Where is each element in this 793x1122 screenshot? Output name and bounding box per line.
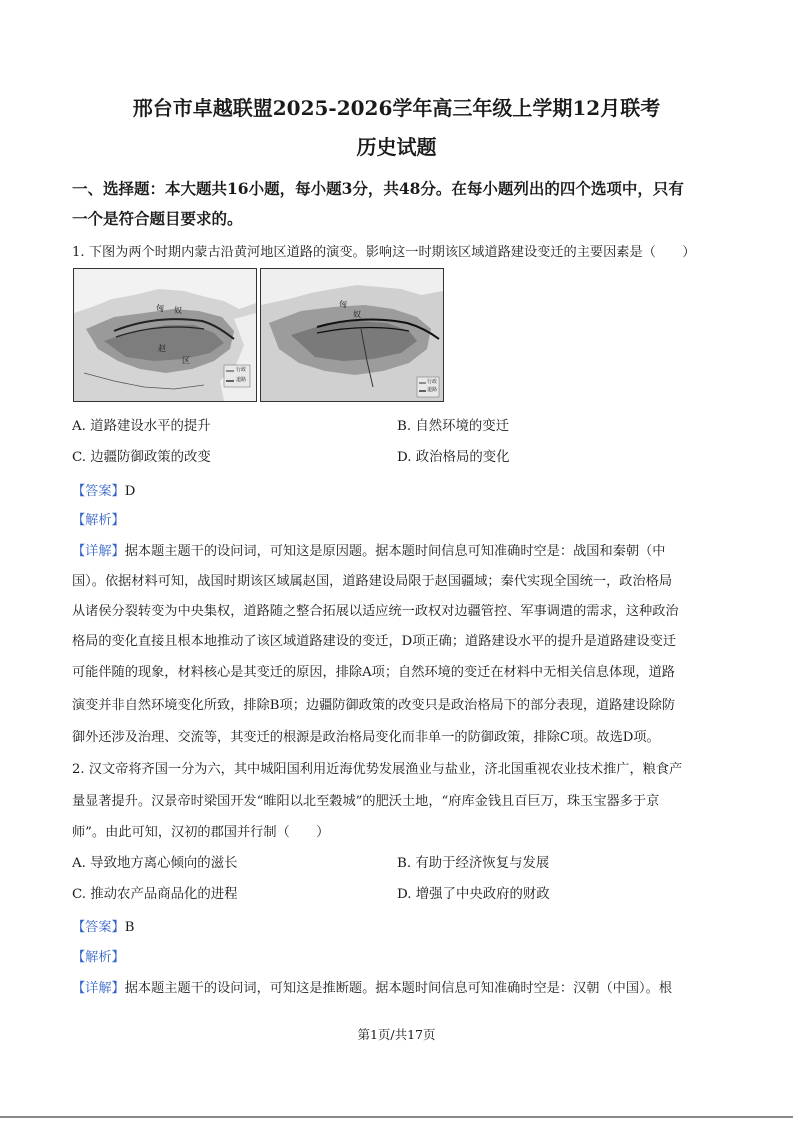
map-label: 奴 bbox=[174, 306, 182, 315]
q1-detail-line: 国）。依据材料可知，战国时期该区域属赵国，道路建设局限于赵国疆域；秦代实现全国统一，政治格局 bbox=[72, 574, 673, 589]
q2-stem-line: 2. 汉文帝将齐国一分为六，其中城阳国利用近海优势发展渔业与盐业，济北国重视农业技术推广，粮食产 bbox=[72, 762, 683, 777]
page-number: 第1页/共17页 bbox=[357, 1027, 436, 1042]
map-legend: 道路 bbox=[427, 387, 438, 393]
q1-detail-line: 可能伴随的现象，材料核心是其变迁的原因，排除A项；自然环境的变迁在材料中无相关信息体现，道路 bbox=[72, 665, 675, 680]
q1-detail-line: 格局的变化直接且根本地推动了该区域道路建设的变迁，D项正确；道路建设水平的提升是道路建设变迁 bbox=[72, 634, 677, 649]
map-label: 赵 bbox=[158, 344, 166, 353]
map-legend: 行政 bbox=[427, 379, 438, 385]
q2-stem-line: 师”。由此可知，汉初的郡国并行制（ ） bbox=[72, 825, 330, 840]
q1-detail-line: 演变并非自然环境变化所致，排除B项；边疆防御政策的改变只是政治格局下的部分表现，道路建设除防 bbox=[72, 698, 676, 713]
q1-option-b[interactable]: B. 自然环境的变迁 bbox=[397, 419, 510, 434]
exam-subject: 历史试题 bbox=[356, 135, 437, 159]
answer-tag: 【答案】 bbox=[72, 484, 125, 499]
map-legend: 道路 bbox=[236, 377, 247, 383]
q2-detail-line: 【详解】据本题主题干的设问词，可知这是推断题。据本题时间信息可知准确时空是：汉朝（中国）。根 bbox=[72, 981, 673, 996]
page-bottom-rule bbox=[0, 1116, 793, 1118]
map-label: 匈 bbox=[156, 304, 164, 313]
map-label: 匈 bbox=[339, 300, 347, 309]
answer-value: B bbox=[124, 920, 135, 935]
section-heading-cont: 一个是符合题目要求的。 bbox=[72, 209, 243, 228]
detail-tag: 【详解】 bbox=[72, 981, 125, 996]
q2-option-d[interactable]: D. 增强了中央政府的财政 bbox=[397, 887, 550, 902]
q1-stem: 1. 下图为两个时期内蒙古沿黄河地区道路的演变。影响这一时期该区域道路建设变迁的主要因素是（ ） bbox=[72, 245, 696, 260]
q2-analysis-tag: 【解析】 bbox=[72, 950, 125, 965]
q1-analysis-tag: 【解析】 bbox=[72, 513, 125, 528]
q2-option-a[interactable]: A. 导致地方离心倾向的滋长 bbox=[72, 856, 238, 871]
q2-option-b[interactable]: B. 有助于经济恢复与发展 bbox=[397, 856, 550, 871]
q1-option-a[interactable]: A. 道路建设水平的提升 bbox=[72, 419, 211, 434]
q1-map-qin bbox=[260, 268, 444, 402]
q2-answer bbox=[72, 916, 134, 935]
section-heading: 一、选择题：本大题共16小题，每小题3分，共48分。在每小题列出的四个选项中，只有 bbox=[72, 179, 684, 198]
q1-map-warring-states bbox=[73, 268, 257, 402]
exam-title: 邢台市卓越联盟2025-2026学年高三年级上学期12月联考 bbox=[132, 96, 661, 120]
q1-option-d[interactable]: D. 政治格局的变化 bbox=[397, 450, 510, 465]
detail-tag: 【详解】 bbox=[72, 544, 125, 559]
map-label: 区 bbox=[182, 356, 190, 365]
map-legend: 行政 bbox=[236, 367, 247, 373]
q1-option-c[interactable]: C. 边疆防御政策的改变 bbox=[72, 450, 211, 465]
q1-answer bbox=[72, 480, 135, 499]
q1-detail-line: 【详解】据本题主题干的设问词，可知这是原因题。据本题时间信息可知准确时空是：战国和秦朝（中 bbox=[72, 544, 666, 559]
answer-value: D bbox=[124, 484, 136, 499]
q1-detail-line: 御外还涉及治理、交流等，其变迁的根源是政治格局变化而非单一的防御政策，排除C项。故选D项。 bbox=[72, 730, 660, 745]
q2-option-c[interactable]: C. 推动农产品商品化的进程 bbox=[72, 887, 238, 902]
map-label: 奴 bbox=[353, 310, 361, 319]
q2-stem-line: 量显著提升。汉景帝时梁国开发“睢阳以北至穀城”的肥沃土地，“府库金钱且百巨万，珠玉宝器多于京 bbox=[72, 794, 660, 809]
answer-tag: 【答案】 bbox=[72, 920, 125, 935]
q1-detail-line: 从诸侯分裂转变为中央集权，道路随之整合拓展以适应统一政权对边疆管控、军事调遣的需求，这种政治 bbox=[72, 604, 679, 619]
